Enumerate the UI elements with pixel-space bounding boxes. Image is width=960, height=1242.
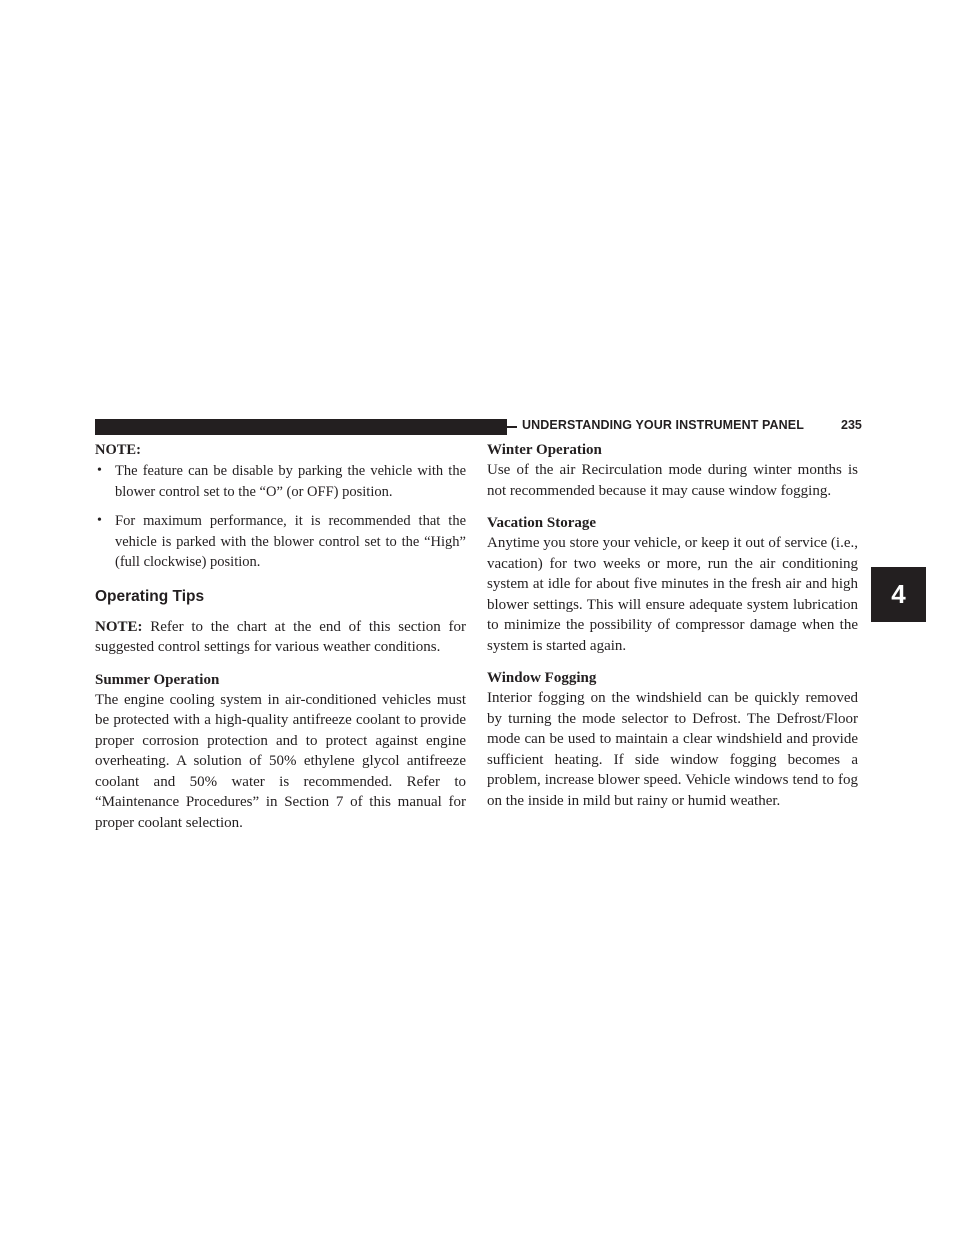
header-rule bbox=[507, 426, 517, 428]
left-column bbox=[95, 440, 466, 833]
section-title: UNDERSTANDING YOUR INSTRUMENT PANEL bbox=[522, 418, 804, 432]
note-label-inline: NOTE: bbox=[95, 618, 143, 635]
bullet-icon: • bbox=[97, 463, 102, 478]
bullet-text: The feature can be disable by parking the vehicle with the blower control set to the “O” (or OFF) position. bbox=[115, 463, 466, 500]
summer-operation-heading: Summer Operation bbox=[95, 671, 220, 688]
page-number: 235 bbox=[841, 418, 862, 432]
chapter-tab: 4 bbox=[871, 567, 926, 622]
winter-operation-text: Use of the air Recirculation mode during winter months is not recommended because it may cause window fogging. bbox=[487, 462, 858, 499]
note-text: Refer to the chart at the end of this section for suggested control settings for various weather conditions. bbox=[95, 618, 466, 655]
list-item bbox=[95, 461, 466, 502]
window-fogging-text: Interior fogging on the windshield can be quickly removed by turning the mode selector to Defrost. The Defrost/Floor mode can be used to maintain a clear windshield and provide sufficient heating. If side window fogging becomes a problem, increase blower speed. Vehicle windows tend to fog on the inside in mild but rainy or humid weather. bbox=[487, 690, 858, 809]
header-bar bbox=[95, 419, 507, 435]
operating-tips-heading: Operating Tips bbox=[95, 587, 205, 605]
note-label: NOTE: bbox=[95, 442, 141, 458]
vacation-storage-text: Anytime you store your vehicle, or keep it out of service (i.e., vacation) for two weeks or more, run the air conditioning system at idle for about five minutes in the fresh air and high blower settings. This will ensure adequate system lubrication to minimize the possibility of compressor damage when the system is started again. bbox=[487, 535, 858, 654]
right-column bbox=[487, 440, 858, 811]
list-item bbox=[95, 511, 466, 573]
window-fogging-heading: Window Fogging bbox=[487, 670, 597, 686]
bullet-text: For maximum performance, it is recommended that the vehicle is parked with the blower control set to the “High” (full clockwise) position. bbox=[115, 513, 466, 570]
operating-tips-note bbox=[95, 617, 466, 658]
summer-operation-text: The engine cooling system in air-conditioned vehicles must be protected with a high-quality antifreeze coolant to provide proper corrosion protection and to protect against engine overheating. A solution of 50% ethylene glycol antifreeze coolant and 50% water is recommended. Refer to “Maintenance Procedures” in Section 7 of this manual for proper coolant selection. bbox=[95, 691, 466, 831]
bullet-icon: • bbox=[97, 513, 102, 528]
winter-operation-heading: Winter Operation bbox=[487, 442, 602, 458]
vacation-storage-heading: Vacation Storage bbox=[487, 515, 597, 531]
